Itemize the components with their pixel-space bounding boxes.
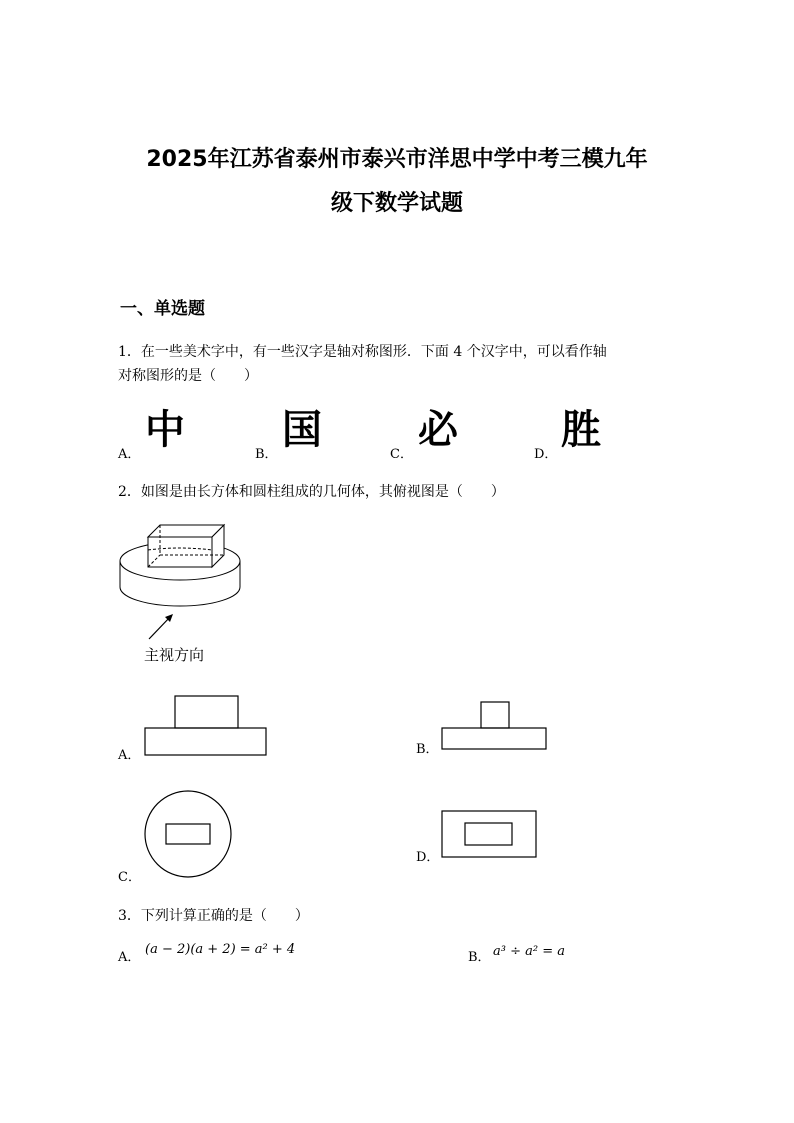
q1-option-a-label: A．	[118, 447, 141, 462]
q1-option-a-glyph: 中	[145, 407, 185, 453]
q1-stem-line-1: 1．在一些美术字中，有一些汉字是轴对称图形．下面 4 个汉字中，可以看作轴	[118, 344, 607, 360]
q2-option-b-figure	[441, 701, 549, 751]
section-title: 一、单选题	[120, 299, 205, 319]
q3-option-b-expression: a³ ÷ a² = a	[493, 944, 565, 959]
q2-option-a-figure	[144, 695, 269, 757]
page-title-line-1: 2025年江苏省泰州市泰兴市洋思中学中考三模九年	[146, 147, 648, 172]
q3-option-a-label: A．	[118, 950, 141, 965]
q2-solid-figure	[110, 515, 270, 625]
box-top-face	[148, 525, 224, 537]
q3-option-a-expression: (a − 2)(a + 2) = a² + 4	[145, 942, 296, 957]
q2-figure-caption: 主视方向	[144, 646, 205, 664]
cylinder-bottom-arc	[120, 587, 240, 606]
q2-stem: 2．如图是由长方体和圆柱组成的几何体，其俯视图是（ ）	[118, 484, 505, 500]
q2-option-c-label: C．	[118, 870, 141, 885]
view-direction-arrow-icon	[146, 612, 176, 642]
page-title-line-2: 级下数学试题	[330, 191, 463, 216]
q3-stem: 3．下列计算正确的是（ ）	[118, 908, 309, 924]
q3-option-b-label: B．	[468, 950, 491, 965]
q1-option-b-label: B．	[255, 447, 278, 462]
q1-option-c-glyph: 必	[418, 407, 458, 453]
q2-option-a-label: A．	[118, 748, 141, 763]
q2-option-c-figure	[144, 790, 234, 880]
q2-option-b-label: B．	[416, 742, 439, 757]
q1-option-d-label: D．	[534, 447, 558, 462]
q1-option-b-glyph: 国	[282, 407, 322, 453]
q1-stem-line-2: 对称图形的是（ ）	[118, 368, 258, 384]
q2-option-d-label: D．	[416, 850, 440, 865]
q1-option-c-label: C．	[390, 447, 413, 462]
q2-option-d-figure	[441, 810, 539, 860]
q1-option-d-glyph: 胜	[561, 407, 601, 453]
box-front-face	[148, 537, 212, 567]
